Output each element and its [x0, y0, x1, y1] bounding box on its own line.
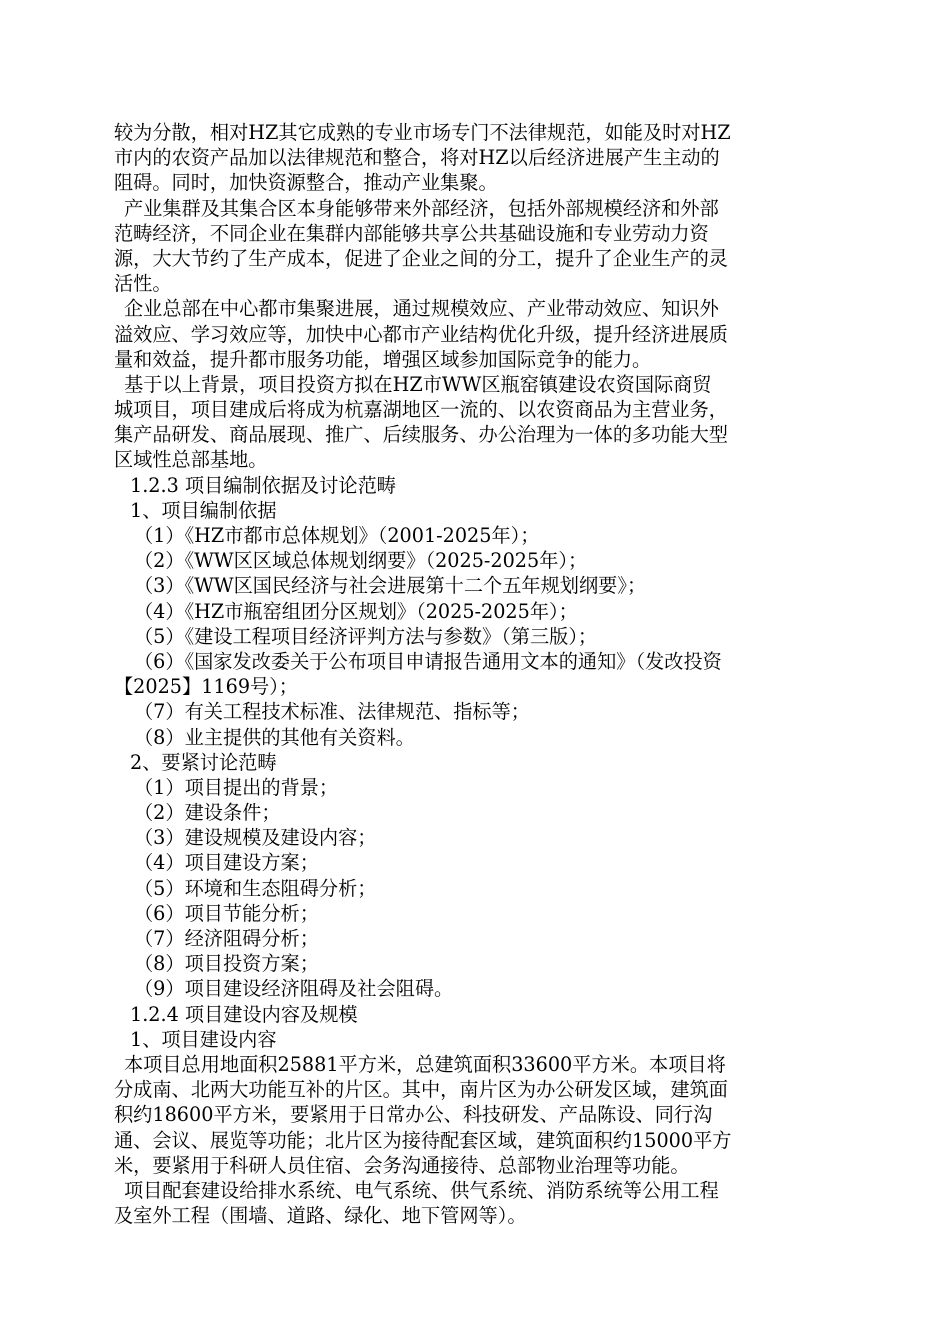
document-body	[114, 120, 836, 1228]
text-line: 城项目，项目建成后将成为杭嘉湖地区一流的、以农资商品为主营业务，	[114, 398, 728, 422]
text-line: 积约18600平方米，要紧用于日常办公、科技研发、产品陈设、同行沟	[114, 1103, 713, 1127]
text-line: 通、会议、展览等功能；北片区为接待配套区域，建筑面积约15000平方	[114, 1128, 732, 1152]
paragraph-start-line: 本项目总用地面积25881平方米，总建筑面积33600平方米。本项目将	[124, 1052, 726, 1076]
text-line: 溢效应、学习效应等，加快中心都市产业结构优化升级，提升经济进展质	[114, 322, 728, 346]
list-item: （6）《国家发改委关于公布项目申请报告通用文本的通知》（发改投资	[134, 649, 722, 673]
list-item: （3）《WW区国民经济与社会进展第十二个五年规划纲要》；	[134, 574, 647, 598]
text-line: 市内的农资产品加以法律规范和整合，将对HZ以后经济进展产生主动的	[114, 146, 720, 170]
list-item: （4）《HZ市瓶窑组团分区规划》（2025-2025年）；	[134, 599, 578, 623]
list-item: （2）建设条件；	[134, 801, 281, 825]
text-line: 较为分散，相对HZ其它成熟的专业市场专门不法律规范，如能及时对HZ	[114, 121, 731, 144]
text-line: 量和效益，提升都市服务功能，增强区域参加国际竞争的能力。	[114, 347, 652, 371]
list-item: （9）项目建设经济阻碍及社会阻碍。	[134, 977, 454, 1001]
list-item: （2）《WW区区域总体规划纲要》（2025-2025年）；	[134, 549, 588, 573]
list-item: （5）《建设工程项目经济评判方法与参数》（第三版）；	[134, 624, 598, 648]
text-line: 区域性总部基地。	[114, 448, 268, 472]
list-item: （5）环境和生态阻碍分析；	[134, 876, 377, 900]
list-item-continuation: 【2025】1169号）；	[114, 675, 298, 699]
paragraph-start-line: 产业集群及其集合区本身能够带来外部经济，包括外部规模经济和外部	[124, 196, 719, 220]
list-item: （4）项目建设方案；	[134, 851, 319, 875]
paragraph-start-line: 基于以上背景，项目投资方拟在HZ市WW区瓶窑镇建设农资国际商贸	[124, 372, 712, 396]
text-line: 米，要紧用于科研人员住宿、会务沟通接待、总部物业治理等功能。	[114, 1153, 690, 1177]
text-line: 及室外工程（围墙、道路、绿化、地下管网等）。	[114, 1204, 527, 1228]
list-item: （1）项目提出的背景；	[134, 775, 339, 799]
text-line: 活性。	[114, 272, 172, 296]
subsection-heading: 1、项目建设内容	[130, 1027, 277, 1051]
list-item: （3）建设规模及建设内容；	[134, 826, 377, 850]
text-line: 范畴经济，不同企业在集群内部能够共享公共基础设施和专业劳动力资	[114, 221, 709, 245]
paragraph-start-line: 项目配套建设给排水系统、电气系统、供气系统、消防系统等公用工程	[124, 1178, 719, 1202]
text-line: 分成南、北两大功能互补的片区。其中，南片区为办公研发区域，建筑面	[114, 1078, 728, 1102]
text-line: 源，大大节约了生产成本，促进了企业之间的分工，提升了企业生产的灵	[114, 246, 728, 270]
section-heading: 1.2.3 项目编制依据及讨论范畴	[130, 473, 396, 497]
text-line: 阻碍。同时，加快资源整合，推动产业集聚。	[114, 171, 498, 195]
paragraph-start-line: 企业总部在中心都市集聚进展，通过规模效应、产业带动效应、知识外	[124, 297, 719, 321]
list-item: （8）业主提供的其他有关资料。	[134, 725, 415, 749]
subsection-heading: 2、要紧讨论范畴	[130, 750, 277, 774]
list-item: （1）《HZ市都市总体规划》（2001-2025年）；	[134, 524, 540, 547]
subsection-heading: 1、项目编制依据	[130, 498, 277, 522]
list-item: （7）有关工程技术标准、法律规范、指标等；	[134, 700, 530, 724]
list-item: （6）项目节能分析；	[134, 901, 319, 925]
list-item: （8）项目投资方案；	[134, 952, 319, 976]
section-heading: 1.2.4 项目建设内容及规模	[130, 1002, 358, 1026]
text-line: 集产品研发、商品展现、推广、后续服务、办公治理为一体的多功能大型	[114, 423, 728, 447]
list-item: （7）经济阻碍分析；	[134, 927, 319, 950]
